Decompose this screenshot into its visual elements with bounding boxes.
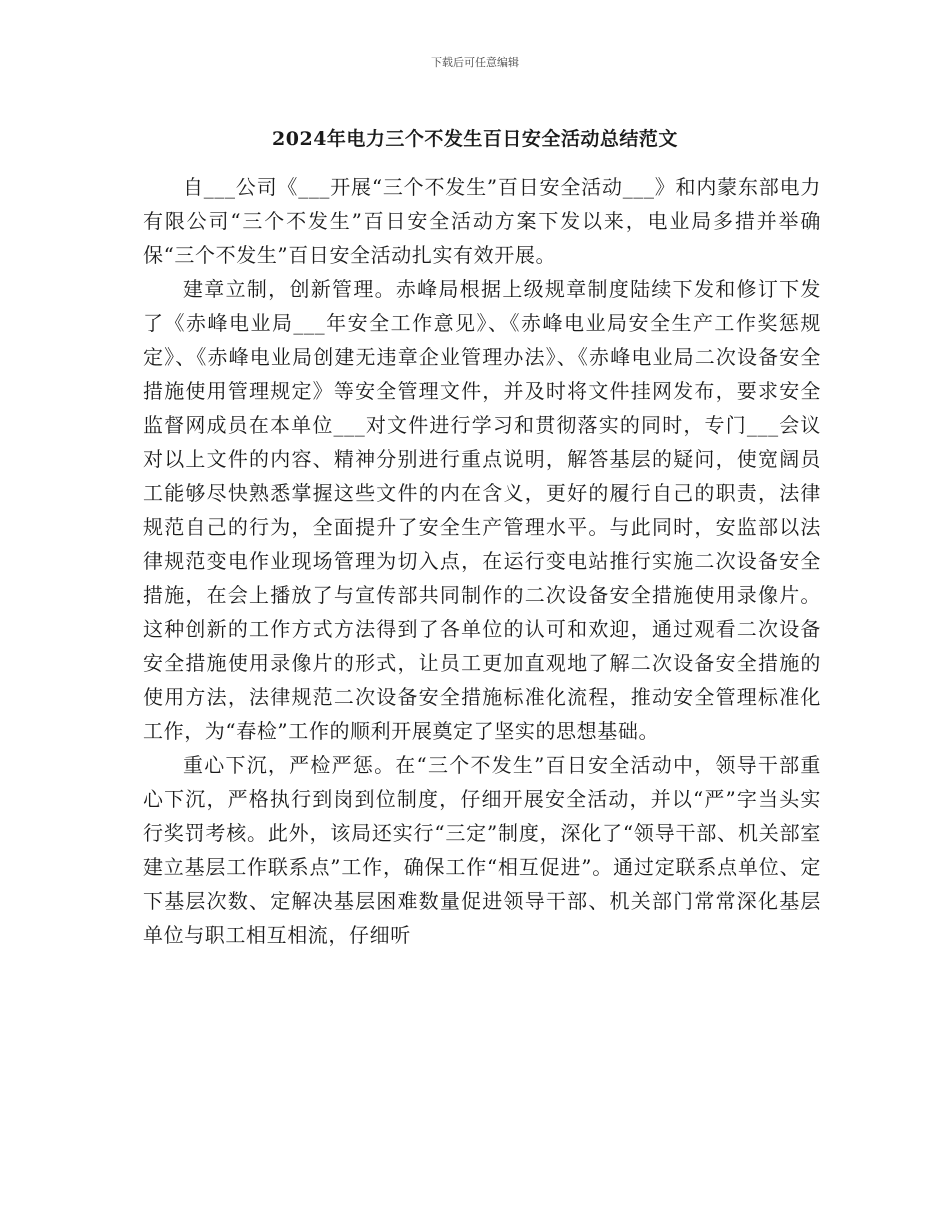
paragraph-regulations: 建章立制，创新管理。赤峰局根据上级规章制度陆续下发和修订下发了《赤峰电业局___年安全工作意见》、《赤峰电业局安全生产工作奖惩规定》、《赤峰电业局创建无违章企业管理办法》、《赤峰电业局二次设备安全措施使用管理规定》等安全管理文件，并及时将文件挂网发布，要求安全监督网成员在本单位___对文件进行学习和贯彻落实的同时，专门___会议对以上文件的内容、精神分别进行重点说明，解答基层的疑问，使宽阔员工能够尽快熟悉掌握这些文件的内在含义，更好的履行自己的职责，法律规范自己的行为，全面提升了安全生产管理水平。与此同时，安监部以法律规范变电作业现场管理为切入点，在运行变电站推行实施二次设备安全措施，在会上播放了与宣传部共同制作的二次设备安全措施使用录像片。这种创新的工作方式方法得到了各单位的认可和欢迎，通过观看二次设备安全措施使用录像片的形式，让员工更加直观地了解二次设备安全措施的使用方法，法律规范二次设备安全措施标准化流程，推动安全管理标准化工作，为“春检”工作的顺利开展奠定了坚实的思想基础。 — [143, 277, 821, 743]
paragraph-inspection: 重心下沉，严检严惩。在“三个不发生”百日安全活动中，领导干部重心下沉，严格执行到岗到位制度，仔细开展安全活动，并以“严”字当头实行奖罚考核。此外，该局还实行“三定”制度，深化了“领导干部、机关部室建立基层工作联系点”工作，确保工作“相互促进”。通过定联系点单位、定下基层次数、定解决基层困难数量促进领导干部、机关部门常常深化基层单位与职工相互相流，仔细听 — [143, 753, 821, 947]
page-header-note: 下载后可任意编辑 — [431, 56, 519, 69]
paragraph-intro: 自___公司《___开展“三个不发生”百日安全活动___》和内蒙东部电力有限公司“三个不发生”百日安全活动方案下发以来，电业局多措并举确保“三个不发生”百日安全活动扎实有效开展。 — [143, 175, 821, 267]
document-body — [143, 170, 821, 952]
document-title: 2024年电力三个不发生百日安全活动总结范文 — [272, 128, 678, 150]
